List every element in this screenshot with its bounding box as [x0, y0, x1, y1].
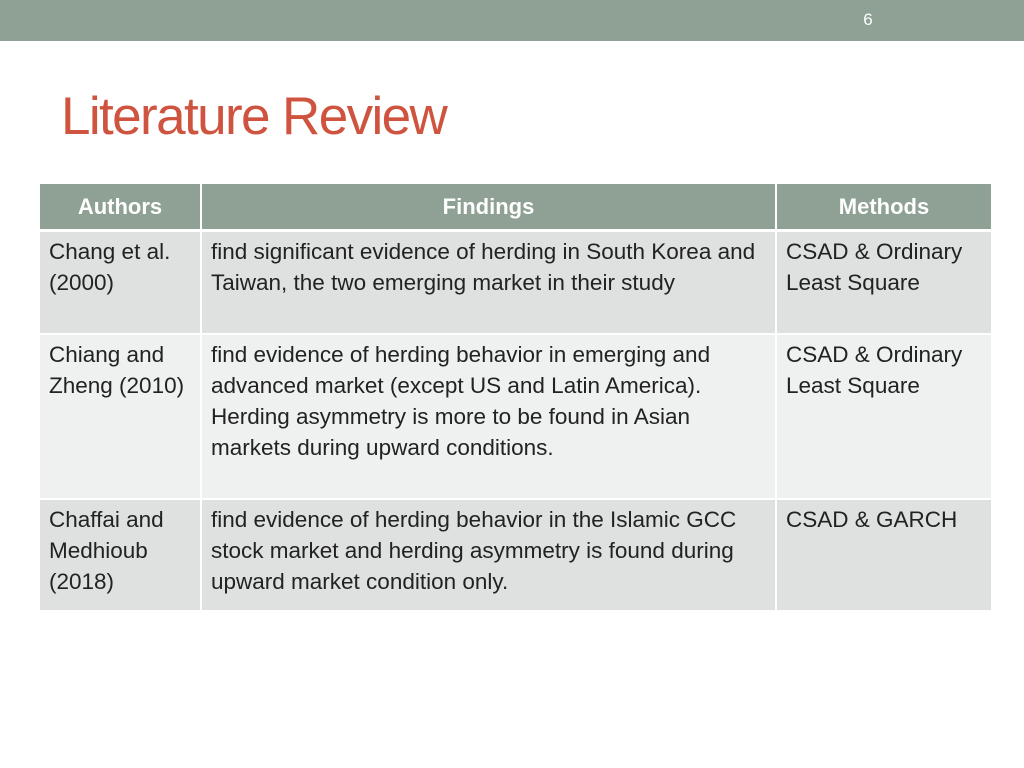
slide-number: 6 — [863, 10, 873, 29]
cell-authors: Chang et al. (2000) — [40, 232, 202, 335]
table-row — [40, 335, 991, 500]
header-findings: Findings — [202, 184, 777, 232]
page-title: Literature Review — [61, 87, 447, 146]
header-authors: Authors — [40, 184, 202, 232]
top-bar — [0, 0, 1024, 41]
cell-findings: find evidence of herding behavior in the Islamic GCC stock market and herding asymmetry is found during upward market condition only. — [202, 500, 777, 612]
table-row — [40, 232, 991, 335]
cell-findings: find significant evidence of herding in South Korea and Taiwan, the two emerging market in their study — [202, 232, 777, 335]
header-methods: Methods — [777, 184, 991, 232]
table-row — [40, 500, 991, 612]
literature-table — [40, 184, 991, 612]
cell-authors: Chiang and Zheng (2010) — [40, 335, 202, 500]
cell-findings: find evidence of herding behavior in emerging and advanced market (except US and Latin America). Herding asymmetry is more to be found in Asian markets during upward conditions. — [202, 335, 777, 500]
table-header-row — [40, 184, 991, 232]
cell-authors: Chaffai and Medhioub (2018) — [40, 500, 202, 612]
cell-methods: CSAD & GARCH — [777, 500, 991, 612]
cell-methods: CSAD & Ordinary Least Square — [777, 335, 991, 500]
cell-methods: CSAD & Ordinary Least Square — [777, 232, 991, 335]
